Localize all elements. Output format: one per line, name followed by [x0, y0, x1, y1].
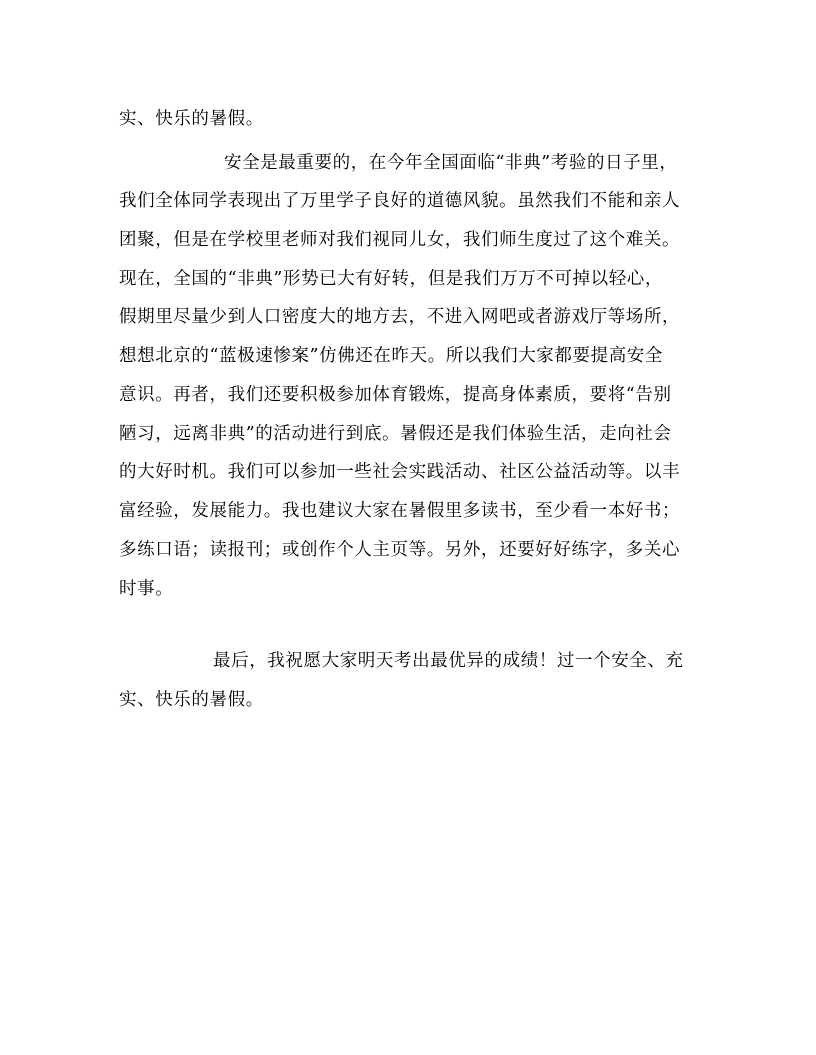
- text-line: 意识。再者，我们还要积极参加体育锻炼，提高身体素质，要将“告别: [119, 385, 672, 405]
- text-line: 我们全体同学表现出了万里学子良好的道德风貌。虽然我们不能和亲人: [119, 191, 681, 211]
- paragraph-first-line: 最后，我祝愿大家明天考出最优异的成绩！过一个安全、充: [213, 651, 684, 671]
- text-line: 陋习，远离非典”的活动进行到底。暑假还是我们体验生活，走向社会: [119, 424, 672, 444]
- text-line: 假期里尽量少到人口密度大的地方去，不进入网吧或者游戏厅等场所，: [119, 307, 681, 327]
- text-line: 实、快乐的暑假。: [119, 109, 264, 129]
- paragraph-first-line: 安全是最重要的，在今年全国面临“非典”考验的日子里，: [224, 153, 678, 173]
- text-line: 团聚，但是在学校里老师对我们视同儿女，我们师生度过了这个难关。: [119, 230, 681, 250]
- text-line: 富经验，发展能力。我也建议大家在暑假里多读书，至少看一本好书；: [119, 501, 681, 521]
- text-line: 实、快乐的暑假。: [119, 690, 264, 710]
- text-line: 时事。: [119, 579, 174, 599]
- text-line: 现在，全国的“非典”形势已大有好转，但是我们万万不可掉以轻心，: [119, 269, 663, 289]
- text-line: 的大好时机。我们可以参加一些社会实践活动、社区公益活动等。以丰: [119, 462, 681, 482]
- text-line: 多练口语；读报刊；或创作个人主页等。另外，还要好好练字，多关心: [119, 540, 681, 560]
- text-line: 想想北京的“蓝极速惨案”仿佛还在昨天。所以我们大家都要提高安全: [119, 346, 663, 366]
